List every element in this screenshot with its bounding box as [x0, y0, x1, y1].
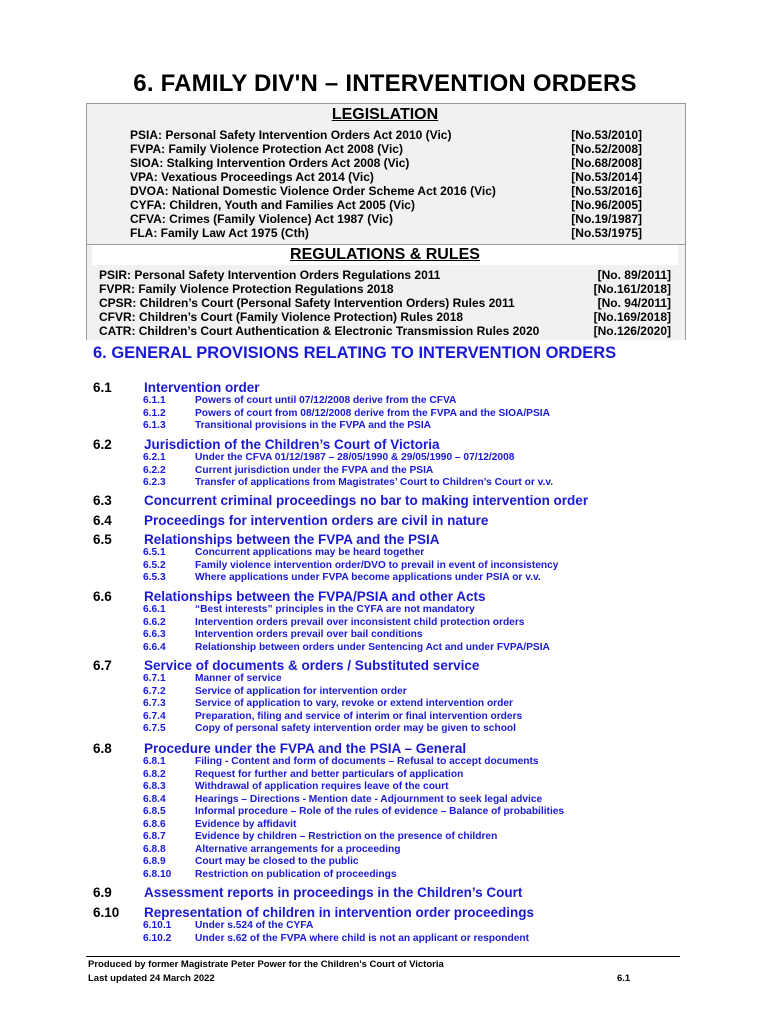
toc-subsection-number: 6.8.7 [143, 831, 166, 842]
toc-subsection-number: 6.6.3 [143, 629, 166, 640]
toc-subsection-link[interactable]: Restriction on publication of proceedings [195, 868, 397, 880]
regulation-row [99, 282, 671, 296]
legislation-row [130, 156, 642, 170]
chapter-heading[interactable]: 6. GENERAL PROVISIONS RELATING TO INTERVENTION ORDERS [93, 344, 617, 362]
toc-subsection-number: 6.2.1 [143, 452, 166, 463]
toc-subsection-number: 6.8.8 [143, 843, 166, 855]
toc-subsection-link[interactable]: Current jurisdiction under the FVPA and the PSIA [195, 464, 434, 476]
toc-subsection-link[interactable]: Under s.524 of the CYFA [195, 920, 314, 931]
legislation-ref: [No.53/1975] [571, 226, 642, 240]
legislation-ref: [No.53/2016] [571, 184, 642, 198]
legislation-ref: [No.53/2010] [571, 128, 642, 142]
toc-section-link[interactable]: Jurisdiction of the Children’s Court of Victoria [144, 437, 440, 452]
legislation-name: PSIA: Personal Safety Intervention Orders Act 2010 (Vic) [130, 128, 452, 142]
page-number: 6.1 [617, 973, 631, 984]
toc-section-link[interactable]: Assessment reports in proceedings in the Children’s Court [144, 885, 523, 900]
toc-subsection-number: 6.8.10 [143, 868, 172, 880]
legislation-name: FLA: Family Law Act 1975 (Cth) [130, 226, 309, 240]
toc-subsection-link[interactable]: Request for further and better particulars of application [195, 768, 464, 780]
toc-subsection-number: 6.7.4 [143, 710, 166, 722]
legislation-ref: [No.96/2005] [571, 198, 642, 212]
toc-section-link[interactable]: Relationships between the FVPA/PSIA and other Acts [144, 589, 486, 604]
legislation-ref: [No.53/2014] [571, 170, 642, 184]
toc-subsection-number: 6.7.5 [143, 723, 166, 734]
toc-section-number: 6.5 [93, 532, 112, 547]
toc-section-number: 6.2 [93, 437, 112, 452]
toc-subsection-number: 6.5.3 [143, 572, 166, 583]
legislation-heading: LEGISLATION [331, 106, 439, 123]
legislation-name: DVOA: National Domestic Violence Order Scheme Act 2016 (Vic) [130, 184, 496, 198]
toc-subsection-number: 6.8.4 [143, 793, 166, 805]
toc-subsection-link[interactable]: Service of application for intervention order [195, 685, 407, 697]
toc-section-link[interactable]: Concurrent criminal proceedings no bar to making intervention order [144, 493, 589, 508]
regulation-name: CATR: Children’s Court Authentication & Electronic Transmission Rules 2020 [99, 324, 540, 338]
toc-section-number: 6.3 [93, 493, 112, 508]
toc-section-number: 6.4 [93, 513, 112, 528]
regulations-heading: REGULATIONS & RULES [290, 246, 480, 263]
toc-subsection-number: 6.8.2 [143, 768, 166, 780]
toc-section-number: 6.9 [93, 885, 112, 900]
toc-section-link[interactable]: Procedure under the FVPA and the PSIA – General [144, 741, 467, 756]
toc-subsection-link[interactable]: Concurrent applications may be heard together [195, 547, 425, 558]
toc-subsection-link[interactable]: Court may be closed to the public [195, 856, 359, 867]
toc-subsection-number: 6.5.1 [143, 547, 166, 558]
regulation-ref: [No.161/2018] [593, 282, 671, 296]
toc-section-link[interactable]: Proceedings for intervention orders are civil in nature [144, 513, 489, 528]
legislation-row [130, 212, 642, 226]
toc-subsection-link[interactable]: Copy of personal safety intervention order may be given to school [195, 723, 516, 734]
page-title: 6. FAMILY DIV'N – INTERVENTION ORDERS [133, 70, 637, 97]
footer-last-updated: Last updated 24 March 2022 [88, 973, 215, 984]
toc-subsection-number: 6.1.1 [143, 395, 166, 406]
toc-subsection-link[interactable]: Hearings – Directions - Mention date - Adjournment to seek legal advice [195, 793, 543, 805]
toc-subsection-link[interactable]: Service of application to vary, revoke or extend intervention order [195, 698, 513, 709]
toc-subsection-link[interactable]: Relationship between orders under Sentencing Act and under FVPA/PSIA [195, 641, 550, 653]
legislation-name: CYFA: Children, Youth and Families Act 2005 (Vic) [130, 198, 415, 212]
toc-section-number: 6.10 [93, 905, 120, 920]
toc-subsection-link[interactable]: Evidence by children – Restriction on the presence of children [195, 831, 498, 842]
toc-subsection-number: 6.2.2 [143, 464, 166, 476]
toc-subsection-link[interactable]: Withdrawal of application requires leave of the court [195, 781, 449, 792]
toc-subsection-number: 6.10.1 [143, 920, 172, 931]
legislation-name: SIOA: Stalking Intervention Orders Act 2008 (Vic) [130, 156, 410, 170]
toc-subsection-link[interactable]: Alternative arrangements for a proceeding [195, 843, 401, 855]
regulation-ref: [No.126/2020] [593, 324, 671, 338]
toc-subsection-link[interactable]: Powers of court from 08/12/2008 derive from the FVPA and the SIOA/PSIA [195, 407, 550, 419]
toc-subsection-number: 6.1.2 [143, 407, 166, 419]
regulation-row [99, 310, 671, 324]
toc-subsection-number: 6.7.1 [143, 673, 166, 684]
toc-subsection-number: 6.10.2 [143, 932, 172, 944]
toc-subsection-link[interactable]: Under s.62 of the FVPA where child is not an applicant or respondent [195, 932, 529, 944]
footer-produced-by: Produced by former Magistrate Peter Power for the Children's Court of Victoria [88, 959, 444, 970]
toc-section-number: 6.7 [93, 658, 112, 673]
toc-subsection-link[interactable]: Transitional provisions in the FVPA and the PSIA [195, 420, 432, 431]
toc-section-link[interactable]: Service of documents & orders / Substituted service [144, 658, 480, 673]
toc-subsection-link[interactable]: Evidence by affidavit [195, 818, 297, 830]
toc-subsection-link[interactable]: “Best interests” principles in the CYFA are not mandatory [195, 604, 475, 615]
toc-subsection-number: 6.8.3 [143, 781, 166, 792]
regulation-ref: [No. 94/2011] [597, 296, 671, 310]
toc-section-link[interactable]: Representation of children in intervention order proceedings [144, 905, 535, 920]
toc-section-link[interactable]: Intervention order [144, 380, 260, 395]
toc-subsection-number: 6.6.4 [143, 641, 166, 653]
legislation-ref: [No.52/2008] [571, 142, 642, 156]
toc-subsection-number: 6.7.3 [143, 698, 166, 709]
legislation-ref: [No.68/2008] [571, 156, 642, 170]
legislation-row [130, 226, 642, 240]
regulation-name: CPSR: Children’s Court (Personal Safety Intervention Orders) Rules 2011 [99, 296, 515, 310]
legislation-row [130, 184, 642, 198]
toc-subsection-number: 6.8.1 [143, 756, 166, 767]
legislation-row [130, 128, 642, 142]
toc-subsection-number: 6.6.2 [143, 616, 166, 628]
toc-subsection-number: 6.1.3 [143, 420, 166, 431]
toc-subsection-number: 6.5.2 [143, 559, 166, 571]
toc-subsection-number: 6.6.1 [143, 604, 166, 615]
toc-subsection-number: 6.8.5 [143, 806, 166, 817]
toc-subsection-link[interactable]: Transfer of applications from Magistrates’ Court to Children’s Court or v.v. [195, 477, 554, 488]
toc-subsection-link[interactable]: Powers of court until 07/12/2008 derive from the CFVA [195, 395, 457, 406]
toc-subsection-link[interactable]: Intervention orders prevail over inconsistent child protection orders [195, 616, 525, 628]
regulation-ref: [No. 89/2011] [597, 268, 671, 282]
legislation-name: CFVA: Crimes (Family Violence) Act 1987 (Vic) [130, 212, 393, 226]
regulation-row [99, 268, 671, 282]
toc-subsection-number: 6.8.6 [143, 818, 166, 830]
toc-subsection-link[interactable]: Intervention orders prevail over bail conditions [195, 629, 423, 640]
toc-subsection-number: 6.8.9 [143, 856, 166, 867]
toc-subsection-number: 6.2.3 [143, 477, 166, 488]
regulation-name: FVPR: Family Violence Protection Regulations 2018 [99, 282, 394, 296]
toc-section-number: 6.1 [93, 380, 112, 395]
legislation-row [130, 142, 642, 156]
regulation-row [99, 296, 671, 310]
toc-section-number: 6.8 [93, 741, 112, 756]
toc-subsection-link[interactable]: Preparation, filing and service of interim or final intervention orders [195, 710, 523, 722]
toc-subsection-number: 6.7.2 [143, 685, 166, 697]
toc-subsection-link[interactable]: Informal procedure – Role of the rules of evidence – Balance of probabilities [195, 806, 565, 817]
legislation-row [130, 198, 642, 212]
legislation-row [130, 170, 642, 184]
legislation-ref: [No.19/1987] [571, 212, 642, 226]
legislation-name: VPA: Vexatious Proceedings Act 2014 (Vic) [130, 170, 374, 184]
toc-subsection-link[interactable]: Family violence intervention order/DVO to prevail in event of inconsistency [195, 559, 559, 571]
regulation-name: CFVR: Children’s Court (Family Violence Protection) Rules 2018 [99, 310, 464, 324]
regulation-ref: [No.169/2018] [593, 310, 671, 324]
toc-subsection-link[interactable]: Under the CFVA 01/12/1987 – 28/05/1990 & 29/05/1990 – 07/12/2008 [195, 452, 515, 463]
regulation-name: PSIR: Personal Safety Intervention Orders Regulations 2011 [99, 268, 441, 282]
toc-section-link[interactable]: Relationships between the FVPA and the PSIA [144, 532, 440, 547]
footer-divider [86, 956, 680, 957]
toc-section-number: 6.6 [93, 589, 112, 604]
regulation-row [99, 324, 671, 338]
legislation-name: FVPA: Family Violence Protection Act 2008 (Vic) [130, 142, 403, 156]
toc-subsection-link[interactable]: Manner of service [195, 673, 282, 684]
toc-subsection-link[interactable]: Filing - Content and form of documents – Refusal to accept documents [195, 756, 539, 767]
toc-subsection-link[interactable]: Where applications under FVPA become applications under PSIA or v.v. [195, 572, 541, 583]
